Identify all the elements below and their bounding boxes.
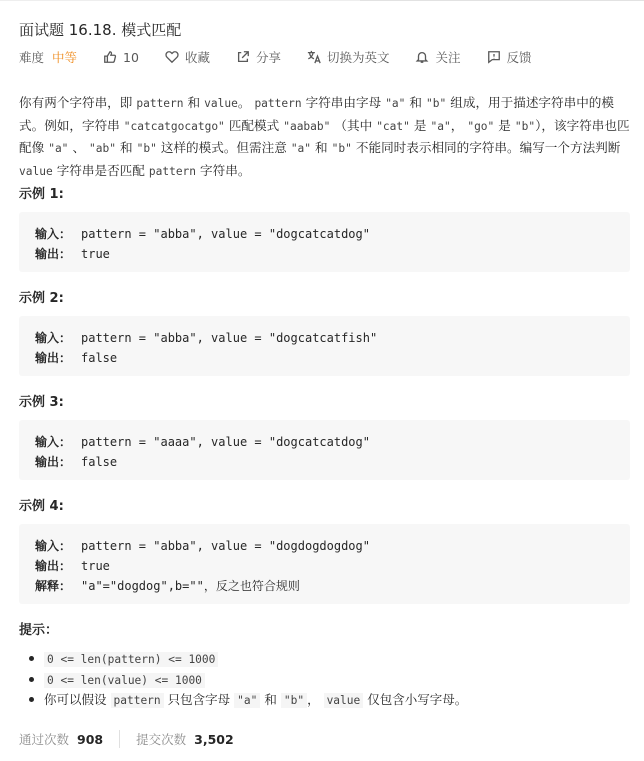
meta-bar bbox=[19, 48, 558, 66]
favorite-label: 收藏 bbox=[184, 50, 210, 65]
description-paragraph: 你有两个字符串，即 pattern 和 value。 pattern 字符串由字母 "a" 和 "b" 组成，用于描述字符串中的模式。例如，字符串 "catcatgocatgo" 匹配模式 "aabab" （其中 "cat" 是 "a"， "go" 是 "b"），该字符串也匹配像 "a" 、 "ab" 和 "b" 这样的模式。但需注意 "a" 和 "b" 不能同时表示相同的字符串。编写一个方法判断 value 字符串是否匹配 pattern 字符串。 bbox=[19, 95, 630, 178]
feedback-icon bbox=[487, 50, 501, 64]
thumbs-up-icon bbox=[103, 50, 117, 64]
example-explain-row: 解释： "a"="dogdog",b=""，反之也符合规则 bbox=[35, 579, 300, 593]
inline-code: pattern bbox=[136, 97, 184, 110]
example-input-row: 输入： pattern = "abba", value = "dogdogdogdog" bbox=[35, 539, 370, 553]
top-divider bbox=[0, 0, 360, 1]
feedback-button[interactable] bbox=[487, 48, 532, 66]
passed-label: 通过次数 bbox=[19, 732, 70, 747]
example-input-row: 输入： pattern = "abba", value = "dogcatcatfish" bbox=[35, 331, 378, 345]
example-4-title: 示例 4: bbox=[19, 499, 64, 514]
follow-button[interactable] bbox=[415, 48, 460, 66]
like-count: 10 bbox=[123, 49, 139, 65]
example-2-block bbox=[19, 316, 630, 376]
problem-description bbox=[19, 92, 631, 182]
example-2-title: 示例 2: bbox=[19, 291, 64, 306]
share-button[interactable] bbox=[236, 48, 281, 66]
hints-list bbox=[44, 649, 467, 711]
translate-icon bbox=[307, 50, 321, 64]
switch-language-button[interactable] bbox=[307, 48, 390, 66]
example-input-row: 输入： pattern = "aaaa", value = "dogcatcatdog" bbox=[35, 435, 370, 449]
favorite-button[interactable] bbox=[165, 48, 210, 66]
example-1-block bbox=[19, 212, 630, 272]
heart-icon bbox=[165, 50, 179, 64]
example-3-title: 示例 3: bbox=[19, 395, 64, 410]
passed-count: 908 bbox=[77, 731, 104, 747]
top-divider-right bbox=[360, 0, 644, 1]
example-output-row: 输出： true bbox=[35, 559, 110, 573]
hint-item: 你可以假设 pattern 只包含字母 "a" 和 "b" ， value 仅包含小写字母。 bbox=[44, 690, 467, 711]
hints-title: 提示： bbox=[19, 623, 59, 638]
submitted-count: 3,502 bbox=[194, 731, 234, 747]
example-output-row: 输出： false bbox=[35, 351, 118, 365]
example-3-block bbox=[19, 420, 630, 480]
hint-item: 0 <= len(value) <= 1000 bbox=[44, 670, 467, 691]
example-output-row: 输出： true bbox=[35, 247, 110, 261]
inline-code: pattern bbox=[148, 164, 197, 178]
inline-code: value bbox=[19, 164, 53, 178]
example-input-row: 输入： pattern = "abba", value = "dogcatcatdog" bbox=[35, 227, 370, 241]
stats-bar bbox=[19, 730, 234, 748]
like-button[interactable] bbox=[103, 50, 139, 65]
difficulty-label: 难度 bbox=[19, 50, 45, 65]
bell-icon bbox=[415, 50, 429, 64]
stats-divider bbox=[119, 730, 120, 748]
submitted-label: 提交次数 bbox=[136, 732, 187, 747]
difficulty-badge: 中等 bbox=[52, 50, 78, 65]
share-icon bbox=[236, 50, 250, 64]
example-4-block bbox=[19, 524, 630, 604]
switch-language-label: 切换为英文 bbox=[326, 50, 390, 65]
problem-title: 面试题 16.18. 模式匹配 bbox=[19, 21, 182, 39]
feedback-label: 反馈 bbox=[506, 50, 532, 65]
follow-label: 关注 bbox=[435, 50, 461, 65]
share-label: 分享 bbox=[255, 50, 281, 65]
hint-item: 0 <= len(pattern) <= 1000 bbox=[44, 649, 467, 670]
example-1-title: 示例 1: bbox=[19, 187, 64, 202]
example-output-row: 输出： false bbox=[35, 455, 118, 469]
inline-code: value bbox=[204, 97, 238, 110]
inline-code: pattern bbox=[254, 97, 302, 110]
